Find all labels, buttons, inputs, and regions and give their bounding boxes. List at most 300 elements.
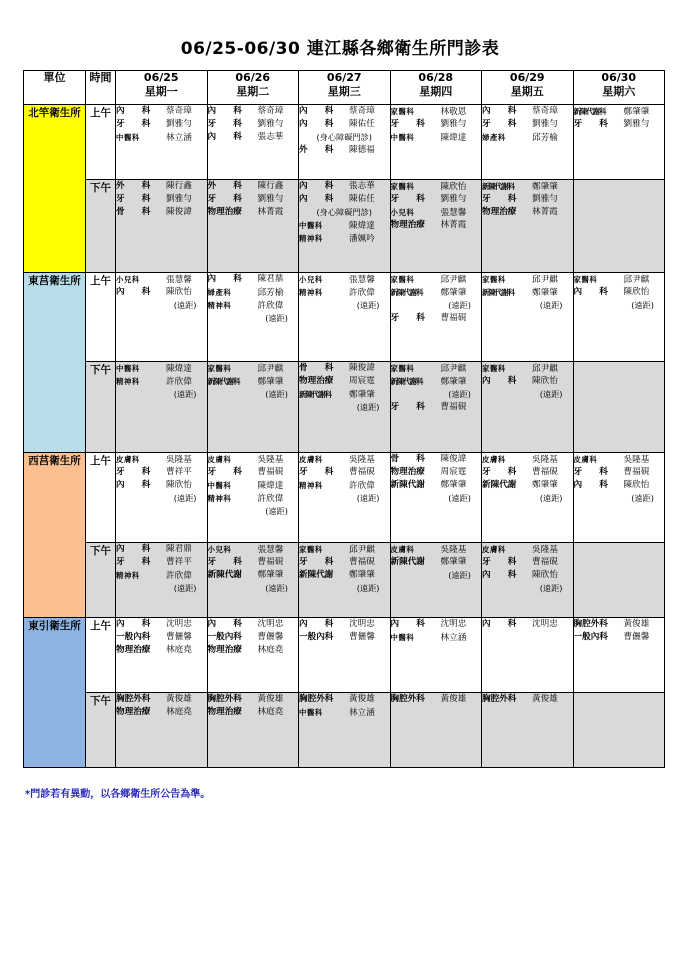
department: 內 科	[482, 619, 517, 629]
doctor-name: 曹儷馨	[349, 632, 375, 642]
doctor-name: 陳煒達	[257, 481, 284, 491]
department: 一般內科	[116, 632, 151, 642]
department: 內 科	[116, 480, 151, 490]
department: 家 醫 科	[390, 182, 413, 191]
schedule-cell	[299, 453, 391, 543]
schedule-cell	[299, 618, 391, 693]
department: 牙 科	[299, 467, 334, 477]
doctor-name: 許欣偉	[257, 494, 284, 504]
doctor-name: 陳俊諱	[166, 207, 192, 217]
doctor-name: 曹福硯	[532, 557, 558, 567]
department: 中 醫 科	[390, 133, 413, 142]
schedule-entry	[299, 631, 390, 644]
department: 物理治療	[207, 645, 242, 655]
unit-am-row	[24, 105, 665, 180]
schedule-cell	[573, 273, 665, 362]
header-time: 時間	[86, 71, 116, 105]
unit-name: 西莒衛生所	[24, 453, 86, 618]
department: 皮 膚 科	[207, 455, 230, 464]
schedule-note: (遠距)	[631, 300, 654, 310]
department: 新陳代謝	[299, 570, 334, 580]
doctor-name: 蔡奇璋	[257, 106, 284, 116]
schedule-cell	[390, 105, 482, 180]
time-label: 上午	[86, 105, 116, 180]
doctor-name: 林庭堯	[166, 707, 192, 717]
schedule-entry	[391, 618, 482, 631]
department: 新陳代謝科	[390, 288, 423, 297]
schedule-note: (遠距)	[448, 570, 471, 580]
schedule-entry	[116, 706, 207, 719]
schedule-entry	[391, 453, 482, 466]
doctor-name: 陳德福	[349, 145, 375, 155]
department: 外 科	[299, 145, 334, 155]
schedule-entry	[391, 273, 482, 286]
schedule-entry	[299, 556, 390, 569]
doctor-name: 陳佑任	[349, 119, 375, 129]
schedule-cell	[390, 453, 482, 543]
doctor-name: 黃俊雄	[257, 694, 284, 704]
page-title: 06/25-06/30 連江縣各鄉衛生所門診表	[180, 39, 500, 59]
schedule-cell	[299, 105, 391, 180]
department: 內 科	[207, 274, 242, 284]
doctor-name: 黃俊雄	[166, 694, 192, 704]
doctor-name: 許欣偉	[349, 288, 375, 298]
department: 內 科	[207, 106, 242, 116]
department: 新陳代謝	[482, 480, 517, 490]
schedule-entry	[208, 273, 299, 286]
doctor-name: 陳君鼎	[257, 274, 284, 284]
department: 內 科	[482, 106, 517, 116]
schedule-entry	[299, 543, 390, 556]
doctor-name: 鄭肇肇	[623, 107, 650, 117]
doctor-name: 陳佑任	[349, 194, 375, 204]
schedule-cell	[299, 693, 391, 768]
department: 內 科	[299, 181, 334, 191]
unit-am-row	[24, 618, 665, 693]
department: 內 科	[207, 619, 242, 629]
doctor-name: 曹福硯	[349, 557, 375, 567]
doctor-name: 曹福硯	[440, 313, 467, 323]
doctor-name: 林菁霞	[440, 220, 467, 230]
schedule-entry	[116, 375, 207, 388]
doctor-name: 潘姵吟	[349, 234, 375, 244]
schedule-cell	[573, 180, 665, 273]
schedule-entry	[299, 362, 390, 375]
schedule-note: (遠距)	[539, 389, 563, 399]
unit-pm-row	[24, 362, 665, 453]
schedule-entry	[299, 232, 390, 245]
schedule-note: (遠距)	[356, 402, 380, 412]
schedule-entry	[208, 206, 299, 219]
time-label: 上午	[86, 273, 116, 362]
department: 內 科	[207, 132, 242, 142]
schedule-cell	[482, 362, 574, 453]
schedule-entry	[391, 693, 482, 706]
schedule-entry	[208, 180, 299, 193]
schedule-entry	[574, 286, 665, 299]
schedule-entry	[116, 273, 207, 286]
footnote: *門診若有異動，以各鄉衛生所公告為準。	[25, 789, 211, 800]
doctor-name: 陳行鑫	[166, 181, 192, 191]
doctor-name: 吳隆基	[532, 455, 558, 465]
schedule-note: (遠距)	[173, 493, 197, 503]
schedule-entry	[299, 453, 390, 466]
schedule-entry	[574, 466, 665, 479]
schedule-entry	[299, 569, 390, 582]
schedule-entry	[482, 362, 573, 375]
time-label: 下午	[86, 362, 116, 453]
department: 牙 科	[207, 119, 242, 129]
schedule-entry	[482, 618, 573, 631]
department: 物理治療	[207, 207, 242, 217]
department: 內 科	[482, 570, 517, 580]
unit-pm-row	[24, 180, 665, 273]
doctor-name: 鄭肇肇	[257, 377, 284, 387]
doctor-name: 吳隆基	[623, 455, 650, 465]
doctor-name: 陳欣怡	[166, 287, 192, 297]
schedule-note: (遠距)	[356, 493, 380, 503]
unit-name: 北竿衛生所	[24, 105, 86, 273]
doctor-name: 吳隆基	[257, 455, 284, 465]
doctor-name: 陳俊諱	[440, 454, 467, 464]
department: 牙 科	[573, 119, 608, 129]
schedule-cell	[573, 543, 665, 618]
department: 中 醫 科	[116, 133, 139, 142]
doctor-name: 沈明忠	[440, 619, 467, 629]
schedule-entry	[208, 693, 299, 706]
department: 精 神 科	[207, 301, 230, 310]
schedule-entry	[299, 286, 390, 299]
department: 牙 科	[390, 119, 425, 129]
doctor-name: 沈明忠	[532, 619, 558, 629]
schedule-cell	[390, 362, 482, 453]
department: 胸腔外科	[573, 619, 608, 629]
department: 新陳代謝科	[482, 288, 514, 297]
schedule-entry	[482, 131, 573, 144]
schedule-entry	[116, 118, 207, 131]
header-day: 06/30 星期六	[573, 71, 665, 105]
schedule-cell	[207, 618, 299, 693]
department: 胸腔外科	[482, 694, 517, 704]
schedule-cell	[116, 273, 208, 362]
header-day: 06/29 星期五	[482, 71, 574, 105]
schedule-entry	[299, 466, 390, 479]
schedule-entry	[208, 375, 299, 388]
schedule-entry	[574, 118, 665, 131]
schedule-entry	[208, 118, 299, 131]
schedule-note: (遠距)	[265, 313, 288, 323]
doctor-name: 林敬恩	[440, 107, 467, 117]
department: 牙 科	[207, 194, 242, 204]
department: 一般內科	[207, 632, 242, 642]
schedule-entry	[574, 618, 665, 631]
department: 牙 科	[573, 467, 608, 477]
schedule-note: (遠距)	[448, 300, 471, 310]
time-label: 下午	[86, 543, 116, 618]
schedule-cell	[573, 618, 665, 693]
department: 精 神 科	[299, 234, 322, 243]
schedule-entry	[391, 219, 482, 232]
schedule-entry	[299, 219, 390, 232]
department: 牙 科	[116, 194, 151, 204]
schedule-note: (遠距)	[539, 300, 563, 310]
schedule-cell	[482, 618, 574, 693]
schedule-note: (遠距)	[173, 300, 197, 310]
department: 物理治療	[207, 707, 242, 717]
doctor-name: 許欣偉	[166, 571, 192, 581]
doctor-name: 曹福硯	[257, 557, 284, 567]
department: 家 醫 科	[390, 107, 413, 116]
department: 內 科	[299, 619, 334, 629]
doctor-name: 黃俊雄	[623, 619, 650, 629]
department: 精 神 科	[299, 481, 322, 490]
doctor-name: 邱尹麒	[532, 275, 558, 285]
doctor-name: 陳煒達	[440, 133, 467, 143]
department: 新陳代謝科	[390, 377, 423, 386]
schedule-entry	[299, 118, 390, 131]
schedule-cell	[390, 618, 482, 693]
schedule-entry	[208, 618, 299, 631]
department: 內 科	[573, 287, 608, 297]
doctor-name: 鄭肇肇	[440, 480, 467, 490]
schedule-entry	[391, 543, 482, 556]
schedule-entry	[116, 131, 207, 144]
doctor-name: 沈明忠	[166, 619, 192, 629]
schedule-cell	[482, 273, 574, 362]
doctor-name: 曹祥平	[166, 557, 192, 567]
doctor-name: 林菁霞	[532, 207, 558, 217]
department: 新陳代謝科	[573, 107, 606, 116]
department: 中 醫 科	[390, 633, 413, 642]
doctor-name: 吳隆基	[532, 545, 558, 555]
schedule-entry	[482, 453, 573, 466]
schedule-cell	[207, 543, 299, 618]
schedule-note: (遠距)	[539, 583, 563, 593]
department: 牙 科	[390, 194, 425, 204]
schedule-entry	[208, 543, 299, 556]
schedule-entry	[391, 312, 482, 325]
department: 家 醫 科	[390, 364, 413, 373]
schedule-note: (遠距)	[173, 583, 197, 593]
schedule-note: (遠距)	[265, 583, 288, 593]
doctor-name: 劉雅勻	[166, 119, 192, 129]
doctor-name: 曹福硯	[623, 467, 650, 477]
schedule-entry	[299, 193, 390, 206]
schedule-note: (遠距)	[356, 300, 380, 310]
schedule-entry	[116, 362, 207, 375]
schedule-entry	[391, 479, 482, 492]
department: 內 科	[116, 619, 151, 629]
schedule-cell	[482, 693, 574, 768]
schedule-note: (身心障礙門診)	[316, 207, 372, 217]
department: 新陳代謝	[207, 570, 242, 580]
schedule-note: (遠距)	[539, 493, 563, 503]
schedule-entry	[299, 180, 390, 193]
unit-am-row	[24, 273, 665, 362]
department: 婦 產 科	[482, 133, 505, 142]
schedule-cell	[482, 180, 574, 273]
schedule-entry	[482, 556, 573, 569]
schedule-note: (遠距)	[265, 389, 288, 399]
doctor-name: 劉雅勻	[623, 119, 650, 129]
department: 牙 科	[299, 557, 334, 567]
header-day: 06/26 星期二	[207, 71, 299, 105]
department: 骨 科	[390, 454, 425, 464]
schedule-entry	[391, 556, 482, 569]
schedule-entry	[391, 193, 482, 206]
department: 胸腔外科	[116, 694, 151, 704]
schedule-entry	[482, 569, 573, 582]
department: 皮 膚 科	[482, 545, 505, 554]
doctor-name: 曹福硯	[257, 467, 284, 477]
doctor-name: 林立涵	[440, 633, 467, 643]
doctor-name: 張慧馨	[166, 275, 192, 285]
department: 內 科	[299, 194, 334, 204]
doctor-name: 許欣偉	[257, 301, 284, 311]
department: 新陳代謝科	[207, 377, 240, 386]
schedule-entry	[391, 401, 482, 414]
doctor-name: 蔡奇璋	[349, 106, 375, 116]
department: 內 科	[299, 119, 334, 129]
schedule-entry	[116, 644, 207, 657]
time-label: 上午	[86, 618, 116, 693]
schedule-entry	[391, 105, 482, 118]
department: 骨 科	[116, 207, 151, 217]
doctor-name: 劉雅勻	[257, 119, 284, 129]
schedule-entry	[116, 543, 207, 556]
department: 牙 科	[116, 557, 151, 567]
schedule-entry	[299, 479, 390, 492]
doctor-name: 邱尹麒	[440, 275, 467, 285]
doctor-name: 黃俊雄	[349, 694, 375, 704]
schedule-entry	[391, 286, 482, 299]
schedule-entry	[299, 273, 390, 286]
schedule-entry	[116, 466, 207, 479]
unit-pm-row	[24, 693, 665, 768]
schedule-entry	[208, 644, 299, 657]
department: 小 兒 科	[207, 545, 230, 554]
schedule-cell	[573, 693, 665, 768]
department: 內 科	[482, 376, 517, 386]
doctor-name: 吳隆基	[166, 455, 192, 465]
doctor-name: 鄭肇肇	[257, 570, 284, 580]
department: 胸腔外科	[390, 694, 425, 704]
schedule-entry	[208, 706, 299, 719]
department: 物理治療	[116, 645, 151, 655]
schedule-cell	[207, 105, 299, 180]
schedule-entry	[391, 206, 482, 219]
department: 物理治療	[299, 376, 334, 386]
schedule-entry	[208, 286, 299, 299]
doctor-name: 張慧馨	[440, 208, 467, 218]
department: 一般內科	[573, 632, 608, 642]
department: 新陳代謝科	[299, 390, 331, 399]
schedule-entry	[116, 180, 207, 193]
schedule-entry	[208, 131, 299, 144]
doctor-name: 劉雅勻	[440, 194, 467, 204]
department: 牙 科	[482, 119, 517, 129]
schedule-entry	[208, 569, 299, 582]
schedule-entry	[208, 466, 299, 479]
schedule-cell	[482, 105, 574, 180]
department: 家 醫 科	[207, 364, 230, 373]
doctor-name: 鄭肇肇	[440, 288, 467, 298]
doctor-name: 鄭肇肇	[349, 390, 375, 400]
schedule-note: (遠距)	[631, 493, 654, 503]
department: 內 科	[573, 480, 608, 490]
schedule-entry	[482, 273, 573, 286]
schedule-entry	[482, 206, 573, 219]
doctor-name: 曹儷馨	[623, 632, 650, 642]
department: 精 神 科	[207, 494, 230, 503]
department: 胸腔外科	[299, 694, 334, 704]
doctor-name: 林菁霞	[257, 207, 284, 217]
department: 婦 產 科	[207, 288, 230, 297]
doctor-name: 沈明忠	[257, 619, 284, 629]
doctor-name: 鄭肇肇	[440, 377, 467, 387]
doctor-name: 陳行鑫	[257, 181, 284, 191]
schedule-entry	[116, 618, 207, 631]
doctor-name: 劉雅勻	[257, 194, 284, 204]
department: 中 醫 科	[299, 221, 322, 230]
schedule-entry	[116, 569, 207, 582]
doctor-name: 吳隆基	[349, 455, 375, 465]
schedule-entry	[208, 105, 299, 118]
schedule-entry	[574, 105, 665, 118]
doctor-name: 吳隆基	[440, 545, 467, 555]
unit-am-row	[24, 453, 665, 543]
doctor-name: 張志華	[257, 132, 284, 142]
unit-name: 東引衛生所	[24, 618, 86, 768]
schedule-cell	[482, 543, 574, 618]
schedule-cell	[573, 105, 665, 180]
department: 內 科	[116, 544, 151, 554]
schedule-cell	[390, 693, 482, 768]
department: 小 兒 科	[299, 275, 322, 284]
doctor-name: 曹祥平	[166, 467, 192, 477]
schedule-cell	[573, 362, 665, 453]
schedule-entry	[208, 556, 299, 569]
time-label: 下午	[86, 693, 116, 768]
department: 外 科	[116, 181, 151, 191]
doctor-name: 周宸霆	[440, 467, 467, 477]
schedule-entry	[482, 375, 573, 388]
doctor-name: 鄭肇肇	[349, 570, 375, 580]
schedule-entry	[391, 362, 482, 375]
department: 家 醫 科	[482, 364, 505, 373]
schedule-cell	[116, 362, 208, 453]
schedule-entry	[208, 193, 299, 206]
department: 牙 科	[207, 467, 242, 477]
department: 胸腔外科	[207, 694, 242, 704]
doctor-name: 張慧馨	[349, 275, 375, 285]
schedule-note: (遠距)	[356, 583, 380, 593]
schedule-entry	[208, 631, 299, 644]
department: 皮 膚 科	[573, 455, 596, 464]
department: 小 兒 科	[390, 208, 413, 217]
department: 家 醫 科	[573, 275, 596, 284]
schedule-entry	[299, 706, 390, 719]
schedule-entry	[299, 375, 390, 388]
doctor-name: 陳欣怡	[440, 182, 467, 192]
department: 骨 科	[299, 363, 334, 373]
department: 物理治療	[390, 220, 425, 230]
schedule-entry	[391, 180, 482, 193]
schedule-entry	[574, 631, 665, 644]
doctor-name: 鄭肇肇	[440, 557, 467, 567]
schedule-cell	[207, 273, 299, 362]
department: 精 神 科	[116, 571, 139, 580]
